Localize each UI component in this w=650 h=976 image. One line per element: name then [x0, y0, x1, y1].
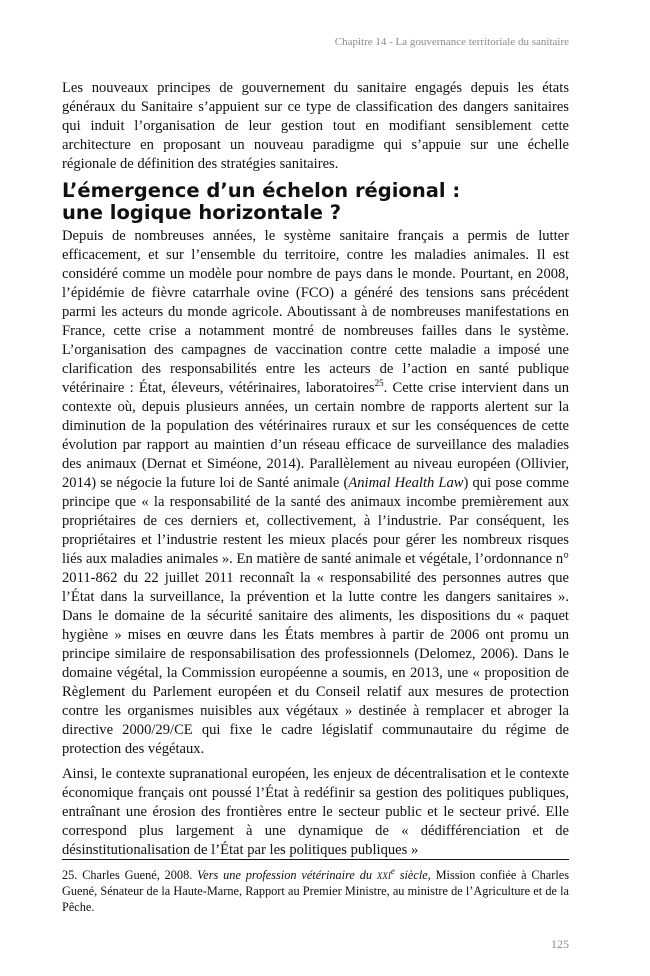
paragraph-2: Ainsi, le contexte supranational européen, les enjeux de décentralisation et le contexte économique français ont poussé l’État à redéfinir sa gestion des politiques publiques, entraînant une érosion des frontières entre le secteur public et le secteur privé. Elle correspond plus largement à une dynamique de « dédifférenciation et de désinstitutionalisation de l’État par les politiques publiques » [62, 766, 569, 858]
footnote-prefix: 25. Charles Guené, 2008. [62, 868, 198, 882]
section-heading-line-1: L’émergence d’un échelon régional : [62, 179, 461, 202]
paragraph-1-part-a: Depuis de nombreuses années, le système sanitaire français a permis de lutter efficacement, et sur l’ensemble du territoire, contre les maladies animales. Il est considéré comme un modèle pour nombre de pays dans le monde. Pourtant, en 2008, l’épidémie de fièvre catarrhale ovine (FCO) a généré des tensions sans précédent parmi les acteurs du monde agricole. Aboutissant à de nombreuses manifestations en France, cette crise a notamment montré de nombreuses failles dans le système. L’organisation des campagnes de vaccination contre cette maladie a imposé une clarification des responsabilités entre les acteurs de l’action en santé publique vétérinaire : État, éleveurs, vétérinaires, laboratoires [62, 228, 569, 396]
footnote-title-part-b: siècle [394, 868, 428, 882]
footnote-reference: 25 [374, 378, 384, 389]
footnote-title [197, 865, 428, 882]
section-heading-line-2: une logique horizontale ? [62, 201, 342, 224]
section-heading [62, 180, 569, 224]
footnote-century: xxi [376, 868, 391, 882]
page-number: 125 [551, 937, 569, 951]
footnote-rest: , Mission confiée à Charles Guené, Sénateur de la Haute-Marne, Rapport au Premier Ministre, au ministre de l’Agriculture et de la Pêche. [62, 868, 569, 914]
footnote-century-sup: e [390, 865, 395, 876]
running-head: Chapitre 14 - La gouvernance territoriale du sanitaire [334, 36, 569, 48]
footnote-area [62, 859, 569, 915]
footnote-25 [62, 867, 569, 915]
paragraph-1-part-b: . Cette crise intervient dans un contexte où, depuis plusieurs années, un certain nombre de rapports alertent sur la diminution de la population des vétérinaires ruraux et sur les conséquences de cette évolution par rapport au maintien d’un réseau efficace de surveillance des maladies des animaux (Dernat et Siméone, 2014). Parallèlement au niveau européen (Ollivier, 2014) se négocie la future loi de Santé animale ( [62, 380, 569, 491]
law-title-italic: Animal Health Law [348, 475, 464, 491]
paragraph-1-part-c: ) qui pose comme principe que « la responsabilité de la santé des animaux incombe premièrement aux propriétaires de ces derniers et, collectivement, à l’industrie. Par conséquent, les propriétaires et l’industrie restent les mieux placés pour gérer les nombreux risques liés aux maladies animales ». En matière de santé animale et végétale, l’ordonnance n° 2011-862 du 22 juillet 2011 reconnaît la « responsabilité des personnes autres que l’État dans la surveillance, la prévention et la lutte contre les dangers sanitaires ». Dans le domaine de la sécurité sanitaire des aliments, les dispositions du « paquet hygiène » mises en œuvre dans les États membres à partir de 2006 ont promu un principe similaire de responsabilisation des professionnels (Delomez, 2006). Dans le domaine végétal, la Commission européenne a soumis, en 2013, une « proposition de Règlement du Parlement européen et du Conseil relatif aux mesures de protection contre les organismes nuisibles aux végétaux » destinée à remplacer et abroger la directive 2000/29/CE qui fixe le cadre législatif communautaire du régime de protection des végétaux. [62, 475, 569, 757]
intro-paragraph: Les nouveaux principes de gouvernement du sanitaire engagés depuis les états généraux du Sanitaire s’appuient sur ce type de classification des dangers sanitaires qui induit l’organisation de leur gestion tout en modifiant sensiblement cette architecture en proposant un nouveau paradigme qui s’appuie sur une échelle régionale de définition des stratégies sanitaires. [62, 80, 569, 172]
footnote-title-part-a: Vers une profession vétérinaire du [197, 868, 373, 882]
body-text [62, 79, 569, 866]
paragraph-1 [62, 227, 569, 759]
